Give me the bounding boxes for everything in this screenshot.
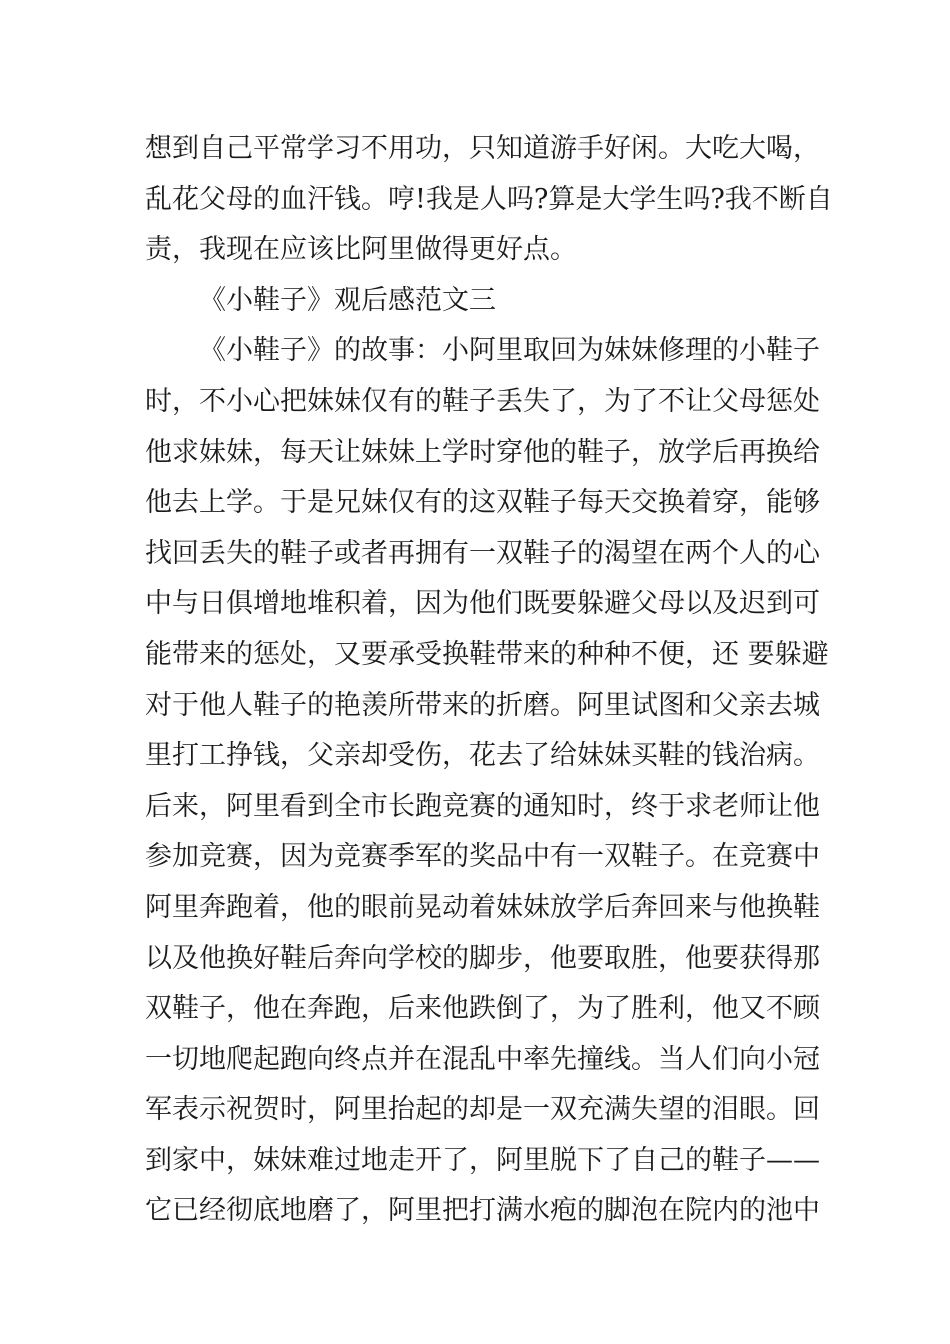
text-line: 他去上学。于是兄妹仅有的这双鞋子每天交换着穿，能够 — [145, 487, 820, 519]
text-line: 参加竞赛，因为竞赛季军的奖品中有一双鞋子。在竞赛中 — [145, 841, 820, 873]
text-line: 它已经彻底地磨了，阿里把打满水疱的脚泡在院内的池中 — [145, 1195, 820, 1227]
text-line: 以及他换好鞋后奔向学校的脚步，他要取胜，他要获得那 — [145, 942, 820, 974]
text-line: 对于他人鞋子的艳羡所带来的折磨。阿里试图和父亲去城 — [145, 689, 820, 721]
text-line: 双鞋子，他在奔跑，后来他跌倒了，为了胜利，他又不顾 — [145, 993, 820, 1025]
text-line: 责，我现在应该比阿里做得更好点。 — [145, 234, 577, 266]
text-line: 阿里奔跑着，他的眼前晃动着妹妹放学后奔回来与他换鞋 — [145, 891, 820, 923]
text-line: 能带来的惩处，又要承受换鞋带来的种种不便，还 要躲避 — [145, 638, 829, 670]
text-line: 乱花父母的血汗钱。哼!我是人吗?算是大学生吗?我不断自 — [145, 183, 833, 215]
text-line: 他求妹妹，每天让妹妹上学时穿他的鞋子，放学后再换给 — [145, 436, 820, 468]
text-line: 到家中，妹妹难过地走开了，阿里脱下了自己的鞋子—— — [145, 1144, 820, 1176]
text-line: 找回丢失的鞋子或者再拥有一双鞋子的渴望在两个人的心 — [145, 537, 820, 569]
text-line: 军表示祝贺时，阿里抬起的却是一双充满失望的泪眼。回 — [145, 1094, 820, 1126]
text-line: 《小鞋子》的故事：小阿里取回为妹妹修理的小鞋子 — [199, 335, 820, 367]
text-line: 想到自己平常学习不用功，只知道游手好闲。大吃大喝， — [145, 133, 820, 164]
section-heading: 《小鞋子》观后感范文三 — [199, 284, 496, 316]
text-line: 里打工挣钱，父亲却受伤，花去了给妹妹买鞋的钱治病。 — [145, 740, 820, 772]
text-line: 后来，阿里看到全市长跑竞赛的通知时，终于求老师让他 — [145, 790, 820, 822]
text-line: 一切地爬起跑向终点并在混乱中率先撞线。当人们向小冠 — [145, 1043, 820, 1075]
text-line: 中与日俱增地堆积着，因为他们既要躲避父母以及迟到可 — [145, 588, 820, 620]
text-line: 时，不小心把妹妹仅有的鞋子丢失了，为了不让父母惩处 — [145, 385, 820, 417]
body-text — [145, 124, 833, 1237]
